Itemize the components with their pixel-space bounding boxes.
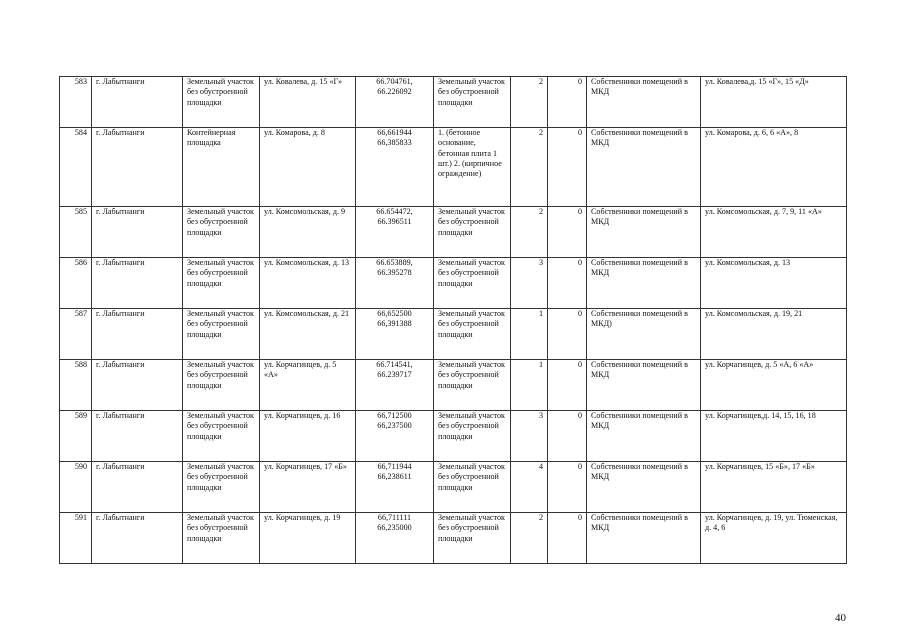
coordinates-cell: 66.653889, 66.395278 [356,258,434,309]
page-number: 40 [835,612,846,624]
address-cell: ул. Корчагинцев, д. 19 [260,513,356,564]
container-count-cell: 4 [511,462,548,513]
coordinates-cell: 66,712500 66,237500 [356,411,434,462]
city-cell: г. Лабытнанги [92,309,183,360]
city-cell: г. Лабытнанги [92,207,183,258]
address-cell: ул. Корчагинцев, 17 «Б» [260,462,356,513]
table-row [60,411,847,462]
surface-cell: Земельный участок без обустроенной площадки [434,411,511,462]
coordinates-cell: 66.714541, 66.239717 [356,360,434,411]
owner-cell: Собственники помещений в МКД) [587,309,701,360]
city-cell: г. Лабытнанги [92,258,183,309]
owner-cell: Собственники помещений в МКД [587,128,701,207]
table-row [60,462,847,513]
surface-cell: 1. (бетонное основание, бетонная плита 1 шт.) 2. (кирпичное ограждение) [434,128,511,207]
zero-cell: 0 [548,207,587,258]
address-cell: ул. Корчагинцев, д. 16 [260,411,356,462]
table-row [60,513,847,564]
city-cell: г. Лабытнанги [92,360,183,411]
served-addresses-cell: ул. Корчагинцев, 15 «Б», 17 «Б» [701,462,847,513]
owner-cell: Собственники помещений в МКД [587,360,701,411]
zero-cell: 0 [548,513,587,564]
surface-cell: Земельный участок без обустроенной площадки [434,77,511,128]
site-type-cell: Земельный участок без обустроенной площадки [183,462,260,513]
row-number: 585 [60,207,92,258]
site-type-cell: Земельный участок без обустроенной площадки [183,360,260,411]
row-number: 589 [60,411,92,462]
table-row [60,128,847,207]
table-row [60,258,847,309]
address-cell: ул. Комсомольская, д. 13 [260,258,356,309]
zero-cell: 0 [548,258,587,309]
served-addresses-cell: ул. Корчагинцев,д. 14, 15, 16, 18 [701,411,847,462]
container-count-cell: 1 [511,309,548,360]
owner-cell: Собственники помещений в МКД [587,77,701,128]
coordinates-cell: 66,652500 66,391388 [356,309,434,360]
coordinates-cell: 66,711111 66,235000 [356,513,434,564]
served-addresses-cell: ул. Комсомольская, д. 7, 9, 11 «А» [701,207,847,258]
container-count-cell: 3 [511,411,548,462]
served-addresses-cell: ул. Комсомольская, д. 19, 21 [701,309,847,360]
zero-cell: 0 [548,77,587,128]
served-addresses-cell: ул. Комарова, д. 6, 6 «А», 8 [701,128,847,207]
served-addresses-cell: ул. Корчагинцев, д. 5 «А, 6 «А» [701,360,847,411]
site-type-cell: Земельный участок без обустроенной площадки [183,513,260,564]
address-cell: ул. Комсомольская, д. 21 [260,309,356,360]
zero-cell: 0 [548,462,587,513]
city-cell: г. Лабытнанги [92,128,183,207]
address-cell: ул. Комсомольская, д. 9 [260,207,356,258]
table-row [60,207,847,258]
owner-cell: Собственники помещений в МКД [587,513,701,564]
surface-cell: Земельный участок без обустроенной площадки [434,360,511,411]
container-count-cell: 3 [511,258,548,309]
served-addresses-cell: ул. Комсомольская, д. 13 [701,258,847,309]
row-number: 590 [60,462,92,513]
coordinates-cell: 66,711944 66,238611 [356,462,434,513]
surface-cell: Земельный участок без обустроенной площадки [434,258,511,309]
table-row [60,77,847,128]
container-count-cell: 2 [511,513,548,564]
address-cell: ул. Ковалева, д. 15 «Г» [260,77,356,128]
table-row [60,360,847,411]
owner-cell: Собственники помещений в МКД [587,462,701,513]
owner-cell: Собственники помещений в МКД [587,207,701,258]
container-count-cell: 2 [511,77,548,128]
container-count-cell: 1 [511,360,548,411]
address-cell: ул. Корчагинцев, д. 5 «А» [260,360,356,411]
surface-cell: Земельный участок без обустроенной площадки [434,462,511,513]
site-type-cell: Земельный участок без обустроенной площадки [183,258,260,309]
container-count-cell: 2 [511,207,548,258]
site-type-cell: Земельный участок без обустроенной площадки [183,411,260,462]
owner-cell: Собственники помещений в МКД [587,258,701,309]
row-number: 586 [60,258,92,309]
coordinates-cell: 66,661944 66,385833 [356,128,434,207]
site-type-cell: Земельный участок без обустроенной площадки [183,77,260,128]
coordinates-cell: 66.654472, 66.396511 [356,207,434,258]
container-count-cell: 2 [511,128,548,207]
city-cell: г. Лабытнанги [92,513,183,564]
row-number: 588 [60,360,92,411]
registry-table [59,76,847,564]
site-type-cell: Земельный участок без обустроенной площадки [183,207,260,258]
zero-cell: 0 [548,128,587,207]
site-type-cell: Контейнерная площадка [183,128,260,207]
row-number: 583 [60,77,92,128]
surface-cell: Земельный участок без обустроенной площадки [434,513,511,564]
served-addresses-cell: ул. Корчагинцев, д. 19, ул. Тюменская, д. 4, 6 [701,513,847,564]
city-cell: г. Лабытнанги [92,77,183,128]
owner-cell: Собственники помещений в МКД [587,411,701,462]
zero-cell: 0 [548,309,587,360]
row-number: 591 [60,513,92,564]
zero-cell: 0 [548,360,587,411]
surface-cell: Земельный участок без обустроенной площадки [434,207,511,258]
row-number: 584 [60,128,92,207]
served-addresses-cell: ул. Ковалева,д. 15 «Г», 15 «Д» [701,77,847,128]
table-row [60,309,847,360]
coordinates-cell: 66.704761, 66.226092 [356,77,434,128]
row-number: 587 [60,309,92,360]
address-cell: ул. Комарова, д. 8 [260,128,356,207]
city-cell: г. Лабытнанги [92,462,183,513]
site-type-cell: Земельный участок без обустроенной площадки [183,309,260,360]
city-cell: г. Лабытнанги [92,411,183,462]
zero-cell: 0 [548,411,587,462]
surface-cell: Земельный участок без обустроенной площадки [434,309,511,360]
